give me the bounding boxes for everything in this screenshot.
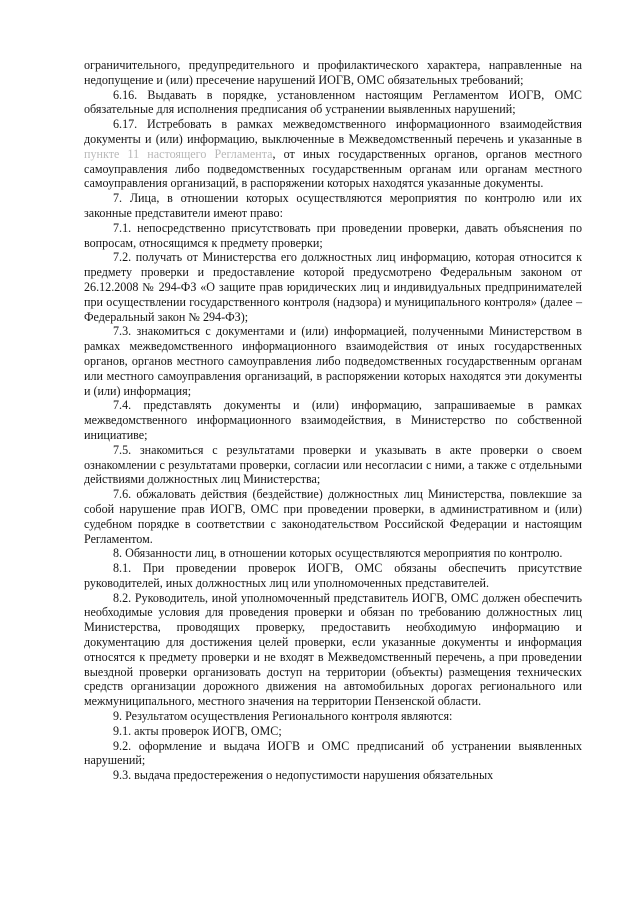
paragraph-9: 9. Результатом осуществления Регионального контроля являются: bbox=[113, 709, 453, 724]
paragraph-continuation: ограничительного, предупредительного и профилактического характера, направленные на недопущение и (или) пресечение нарушений ИОГВ, ОМС обязательных требований; bbox=[84, 58, 582, 87]
paragraph-8-2: 8.2. Руководитель, иной уполномоченный представитель ИОГВ, ОМС должен обеспечить необходимые условия для проведения проверки и обязан по требованию должностных лиц Министерства, проводящих проверку, предоставить необходимую информацию и документацию для достижения целей проверки, если указанные документы и информация относятся к предмету проверки и не входят в Межведомственный перечень, а при проведении выездной проверки организовать доступ на территории (объекты) размещения технических средств организации дорожного движения на автомобильных дорогах регионального или межмуниципального, местного значения на территории Пензенской области. bbox=[84, 590, 582, 709]
paragraph-7-4: 7.4. представлять документы и (или) информацию, запрашиваемые в рамках межведомственного информационного взаимодействия, в Министерство по собственной инициативе; bbox=[84, 398, 582, 442]
paragraph-8-1: 8.1. При проведении проверок ИОГВ, ОМС обязаны обеспечить присутствие руководителей, иных должностных лиц или уполномоченных представителей. bbox=[84, 561, 582, 590]
paragraph-9-3: 9.3. выдача предостережения о недопустимости нарушения обязательных bbox=[113, 768, 494, 783]
paragraph-8: 8. Обязанности лиц, в отношении которых осуществляются мероприятия по контролю. bbox=[113, 546, 563, 561]
paragraph-7-3: 7.3. знакомиться с документами и (или) информацией, полученными Министерством в рамках межведомственного информационного взаимодействия от иных государственных органов, органов местного самоуправления либо подведомственных государственным органам или местного самоуправления организаций, в распоряжении которых находятся эти документы и (или) информация; bbox=[84, 324, 582, 398]
faded-reference: пункте 11 настоящего Регламента bbox=[84, 146, 273, 161]
paragraph-6-17-text-before: 6.17. Истребовать в рамках межведомственного информационного взаимодействия документы и (или) информацию, выключенные в Межведомственный перечень и указанные в bbox=[84, 117, 582, 146]
document-page bbox=[84, 58, 582, 783]
paragraph-6-17-text-after: , от иных государственных органов, органов местного самоуправления либо подведомственных государственным органам или органам местного самоуправления организаций, в распоряжении которых находятся указанные документы. bbox=[84, 146, 583, 191]
paragraph-6-17 bbox=[84, 117, 582, 191]
paragraph-7-2: 7.2. получать от Министерства его должностных лиц информацию, которая относится к предмету проверки и предоставление которой предусмотрено Федеральным законом от 26.12.2008 № 294-ФЗ «О защите прав юридических лиц и индивидуальных предпринимателей при осуществлении государственного контроля (надзора) и муниципального контроля» (далее – Федеральный закон № 294-ФЗ); bbox=[84, 250, 582, 324]
paragraph-7-6: 7.6. обжаловать действия (бездействие) должностных лиц Министерства, повлекшие за собой нарушение прав ИОГВ, ОМС при проведении проверки, в административном и (или) судебном порядке в соответствии с законодательством Российской Федерации и настоящим Регламентом. bbox=[84, 487, 582, 546]
paragraph-9-2: 9.2. оформление и выдача ИОГВ и ОМС предписаний об устранении выявленных нарушений; bbox=[84, 738, 582, 768]
paragraph-6-16: 6.16. Выдавать в порядке, установленном настоящим Регламентом ИОГВ, ОМС обязательные для исполнения предписания об устранении выявленных нарушений; bbox=[84, 87, 582, 117]
paragraph-9-1: 9.1. акты проверок ИОГВ, ОМС; bbox=[113, 723, 282, 738]
paragraph-7-1: 7.1. непосредственно присутствовать при проведении проверки, давать объяснения по вопросам, относящимся к предмету проверки; bbox=[84, 220, 582, 250]
paragraph-7-5: 7.5. знакомиться с результатами проверки и указывать в акте проверки о своем ознакомлении с результатами проверки, согласии или несогласии с ними, а также с отдельными действиями должностных лиц Министерства; bbox=[84, 442, 582, 487]
paragraph-7: 7. Лица, в отношении которых осуществляются мероприятия по контролю или их законные представители имеют право: bbox=[84, 191, 582, 220]
